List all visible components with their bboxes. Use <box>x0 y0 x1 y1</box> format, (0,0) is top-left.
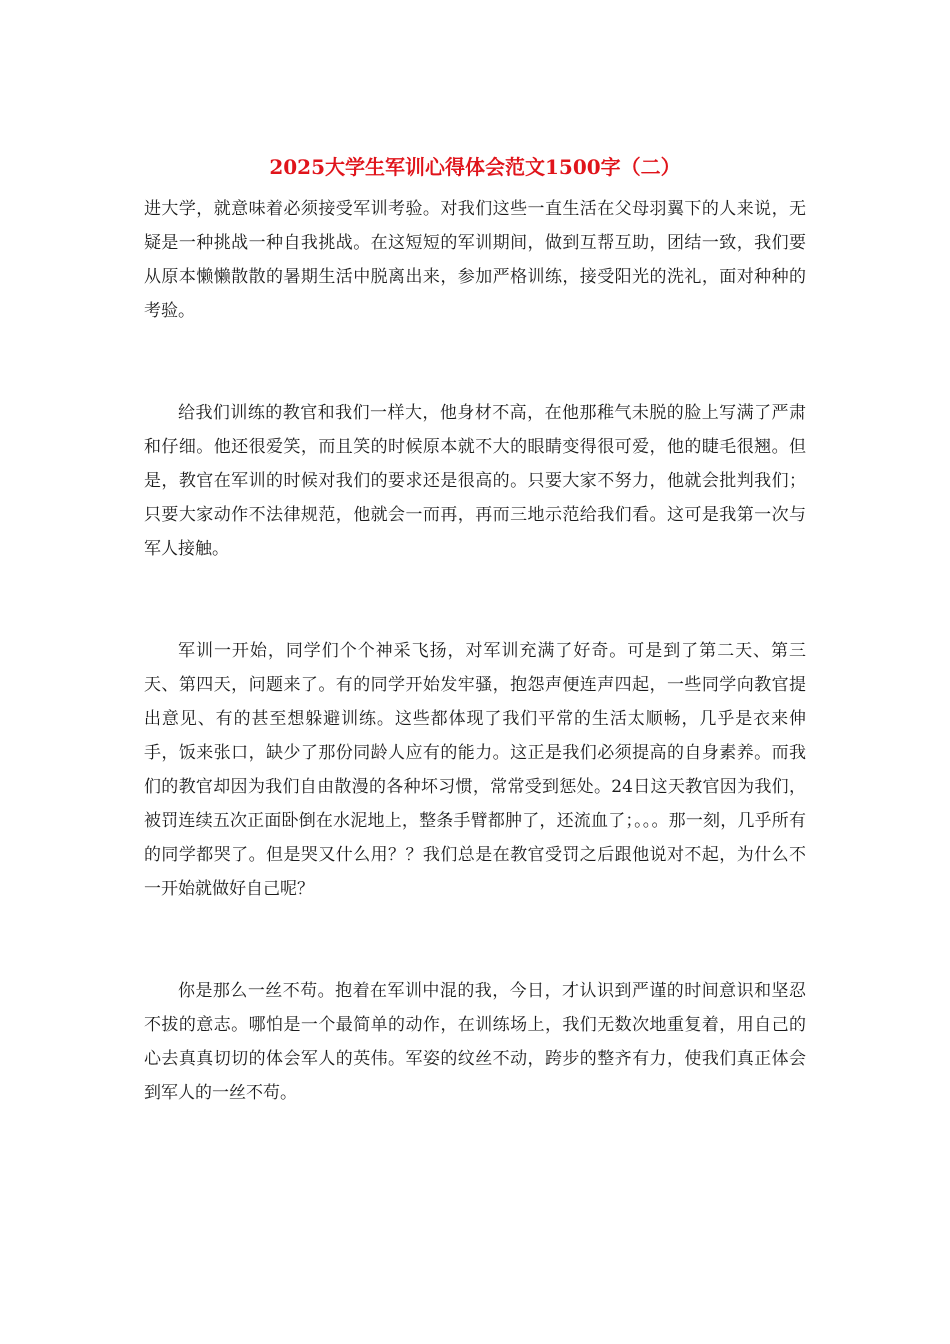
paragraph-1: 进大学，就意味着必须接受军训考验。对我们这些一直生活在父母羽翼下的人来说，无疑是一种挑战一种自我挑战。在这短短的军训期间，做到互帮互助，团结一致，我们要从原本懒懒散散的暑期生活中脱离出来，参加严格训练，接受阳光的洗礼，面对种种的考验。 <box>144 199 806 321</box>
document-title: 2025大学生军训心得体会范文1500字（二） <box>269 155 681 179</box>
paragraph-spacer <box>144 906 806 974</box>
paragraph-3: 军训一开始，同学们个个神采飞扬，对军训充满了好奇。可是到了第二天、第三天、第四天，问题来了。有的同学开始发牢骚，抱怨声便连声四起，一些同学向教官提出意见、有的甚至想躲避训练。这些都体现了我们平常的生活太顺畅，几乎是衣来伸手，饭来张口，缺少了那份同龄人应有的能力。这正是我们必须提高的自身素养。而我们的教官却因为我们自由散漫的各种坏习惯，常常受到惩处。24日这天教官因为我们，被罚连续五次正面卧倒在水泥地上，整条手臂都肿了，还流血了；。。。那一刻，几乎所有的同学都哭了。但是哭又什么用？？我们总是在教官受罚之后跟他说对不起，为什么不一开始就做好自己呢？ <box>144 641 806 899</box>
paragraph-2: 给我们训练的教官和我们一样大，他身材不高，在他那稚气未脱的脸上写满了严肃和仔细。他还很爱笑，而且笑的时候原本就不大的眼睛变得很可爱，他的睫毛很翘。但是，教官在军训的时候对我们的要求还是很高的。只要大家不努力，他就会批判我们；只要大家动作不法律规范，他就会一而再，再而三地示范给我们看。这可是我第一次与军人接触。 <box>144 403 806 559</box>
document-body <box>144 192 806 1110</box>
paragraph-spacer <box>144 566 806 634</box>
paragraph-4: 你是那么一丝不苟。抱着在军训中混的我，今日，才认识到严谨的时间意识和坚忍不拔的意志。哪怕是一个最简单的动作，在训练场上，我们无数次地重复着，用自己的心去真真切切的体会军人的英伟。军姿的纹丝不动，跨步的整齐有力，使我们真正体会到军人的一丝不苟。 <box>144 981 806 1103</box>
paragraph-spacer <box>144 328 806 396</box>
